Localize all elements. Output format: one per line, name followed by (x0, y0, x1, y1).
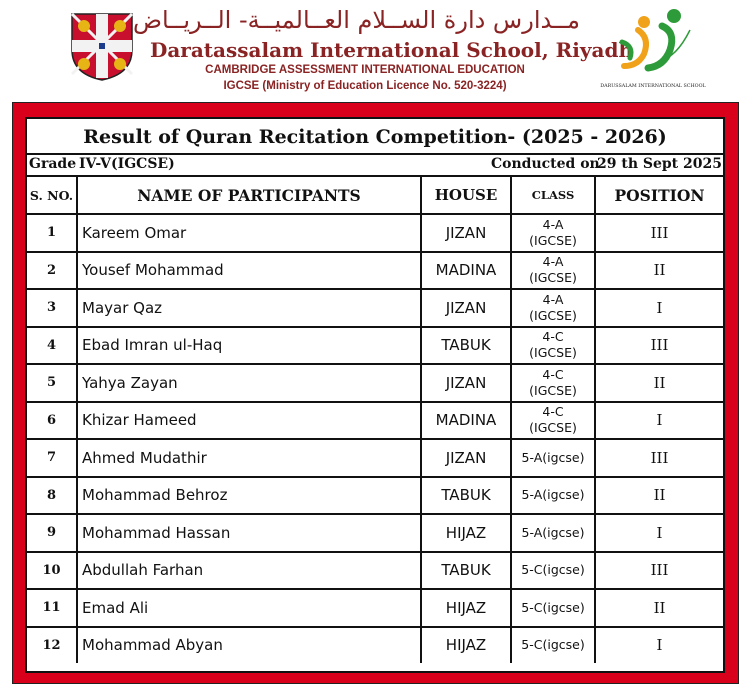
table-row (27, 514, 723, 552)
position-value: III (595, 439, 723, 477)
class-name: 5-A(igcse) (511, 439, 595, 477)
class-name: 4-A (IGCSE) (511, 214, 595, 252)
house-name: TABUK (421, 552, 511, 590)
row-sno: 2 (27, 252, 77, 290)
cambridge-crest-icon (70, 12, 134, 82)
col-header-class: CLASS (511, 177, 595, 214)
row-sno: 6 (27, 402, 77, 440)
table-row (27, 552, 723, 590)
class-name: 5-A(igcse) (511, 477, 595, 515)
row-sno: 3 (27, 289, 77, 327)
letterhead (0, 0, 753, 100)
row-sno: 9 (27, 514, 77, 552)
grade-label: Grade (29, 156, 77, 172)
position-value: I (595, 402, 723, 440)
page-title: Result of Quran Recitation Competition- (2025 - 2026) (27, 119, 723, 155)
house-name: JIZAN (421, 214, 511, 252)
row-sno: 8 (27, 477, 77, 515)
school-name: Daratassalam International School, Riyadh (150, 38, 633, 62)
school-logo-icon (604, 6, 704, 78)
participant-name: Yahya Zayan (77, 364, 421, 402)
participant-name: Emad Ali (77, 589, 421, 627)
grade-value: IV-V(IGCSE) (79, 156, 175, 172)
table-body (27, 214, 723, 663)
col-header-name: NAME OF PARTICIPANTS (77, 177, 421, 214)
position-value: III (595, 552, 723, 590)
result-sheet (25, 117, 725, 673)
position-value: I (595, 289, 723, 327)
position-value: III (595, 327, 723, 365)
class-name: 4-A (IGCSE) (511, 289, 595, 327)
table-row (27, 627, 723, 664)
row-sno: 4 (27, 327, 77, 365)
participant-name: Mohammad Behroz (77, 477, 421, 515)
row-sno: 11 (27, 589, 77, 627)
grade-row (27, 155, 723, 177)
house-name: JIZAN (421, 364, 511, 402)
arabic-school-name: مــدارس دارة الســلام العــالميــة- الــريــاض (132, 6, 580, 34)
table-row (27, 364, 723, 402)
class-name: 5-C(igcse) (511, 627, 595, 664)
licence-text: IGCSE (Ministry of Education Licence No. 520-3224) (223, 80, 507, 92)
table-row (27, 589, 723, 627)
position-value: III (595, 214, 723, 252)
participant-name: Mohammad Abyan (77, 627, 421, 664)
conducted-label: Conducted on (491, 156, 600, 172)
row-sno: 10 (27, 552, 77, 590)
house-name: HIJAZ (421, 514, 511, 552)
position-value: I (595, 514, 723, 552)
position-value: I (595, 627, 723, 664)
house-name: TABUK (421, 327, 511, 365)
table-row (27, 439, 723, 477)
table-row (27, 252, 723, 290)
red-frame (12, 102, 739, 684)
row-sno: 5 (27, 364, 77, 402)
class-name: 5-C(igcse) (511, 589, 595, 627)
col-header-house: HOUSE (421, 177, 511, 214)
class-name: 5-C(igcse) (511, 552, 595, 590)
table-row (27, 289, 723, 327)
house-name: MADINA (421, 402, 511, 440)
house-name: TABUK (421, 477, 511, 515)
col-header-sno: S. NO. (27, 177, 77, 214)
table-header-row (27, 177, 723, 214)
house-name: HIJAZ (421, 589, 511, 627)
col-header-position: POSITION (595, 177, 723, 214)
position-value: II (595, 364, 723, 402)
table-row (27, 477, 723, 515)
row-sno: 7 (27, 439, 77, 477)
class-name: 4-A (IGCSE) (511, 252, 595, 290)
class-name: 4-C (IGCSE) (511, 364, 595, 402)
results-table (27, 177, 723, 663)
house-name: JIZAN (421, 439, 511, 477)
position-value: II (595, 589, 723, 627)
board-name: CAMBRIDGE ASSESSMENT INTERNATIONAL EDUCATION (205, 64, 525, 76)
participant-name: Yousef Mohammad (77, 252, 421, 290)
participant-name: Ahmed Mudathir (77, 439, 421, 477)
class-name: 4-C (IGCSE) (511, 402, 595, 440)
house-name: MADINA (421, 252, 511, 290)
table-row (27, 402, 723, 440)
participant-name: Ebad Imran ul-Haq (77, 327, 421, 365)
position-value: II (595, 252, 723, 290)
participant-name: Mayar Qaz (77, 289, 421, 327)
row-sno: 1 (27, 214, 77, 252)
table-row (27, 327, 723, 365)
participant-name: Abdullah Farhan (77, 552, 421, 590)
participant-name: Kareem Omar (77, 214, 421, 252)
logo-caption: DARUSSALAM INTERNATIONAL SCHOOL (600, 84, 706, 89)
class-name: 4-C (IGCSE) (511, 327, 595, 365)
row-sno: 12 (27, 627, 77, 664)
house-name: JIZAN (421, 289, 511, 327)
participant-name: Mohammad Hassan (77, 514, 421, 552)
conducted-date: 29 th Sept 2025 (597, 156, 722, 172)
position-value: II (595, 477, 723, 515)
house-name: HIJAZ (421, 627, 511, 664)
table-row (27, 214, 723, 252)
participant-name: Khizar Hameed (77, 402, 421, 440)
class-name: 5-A(igcse) (511, 514, 595, 552)
